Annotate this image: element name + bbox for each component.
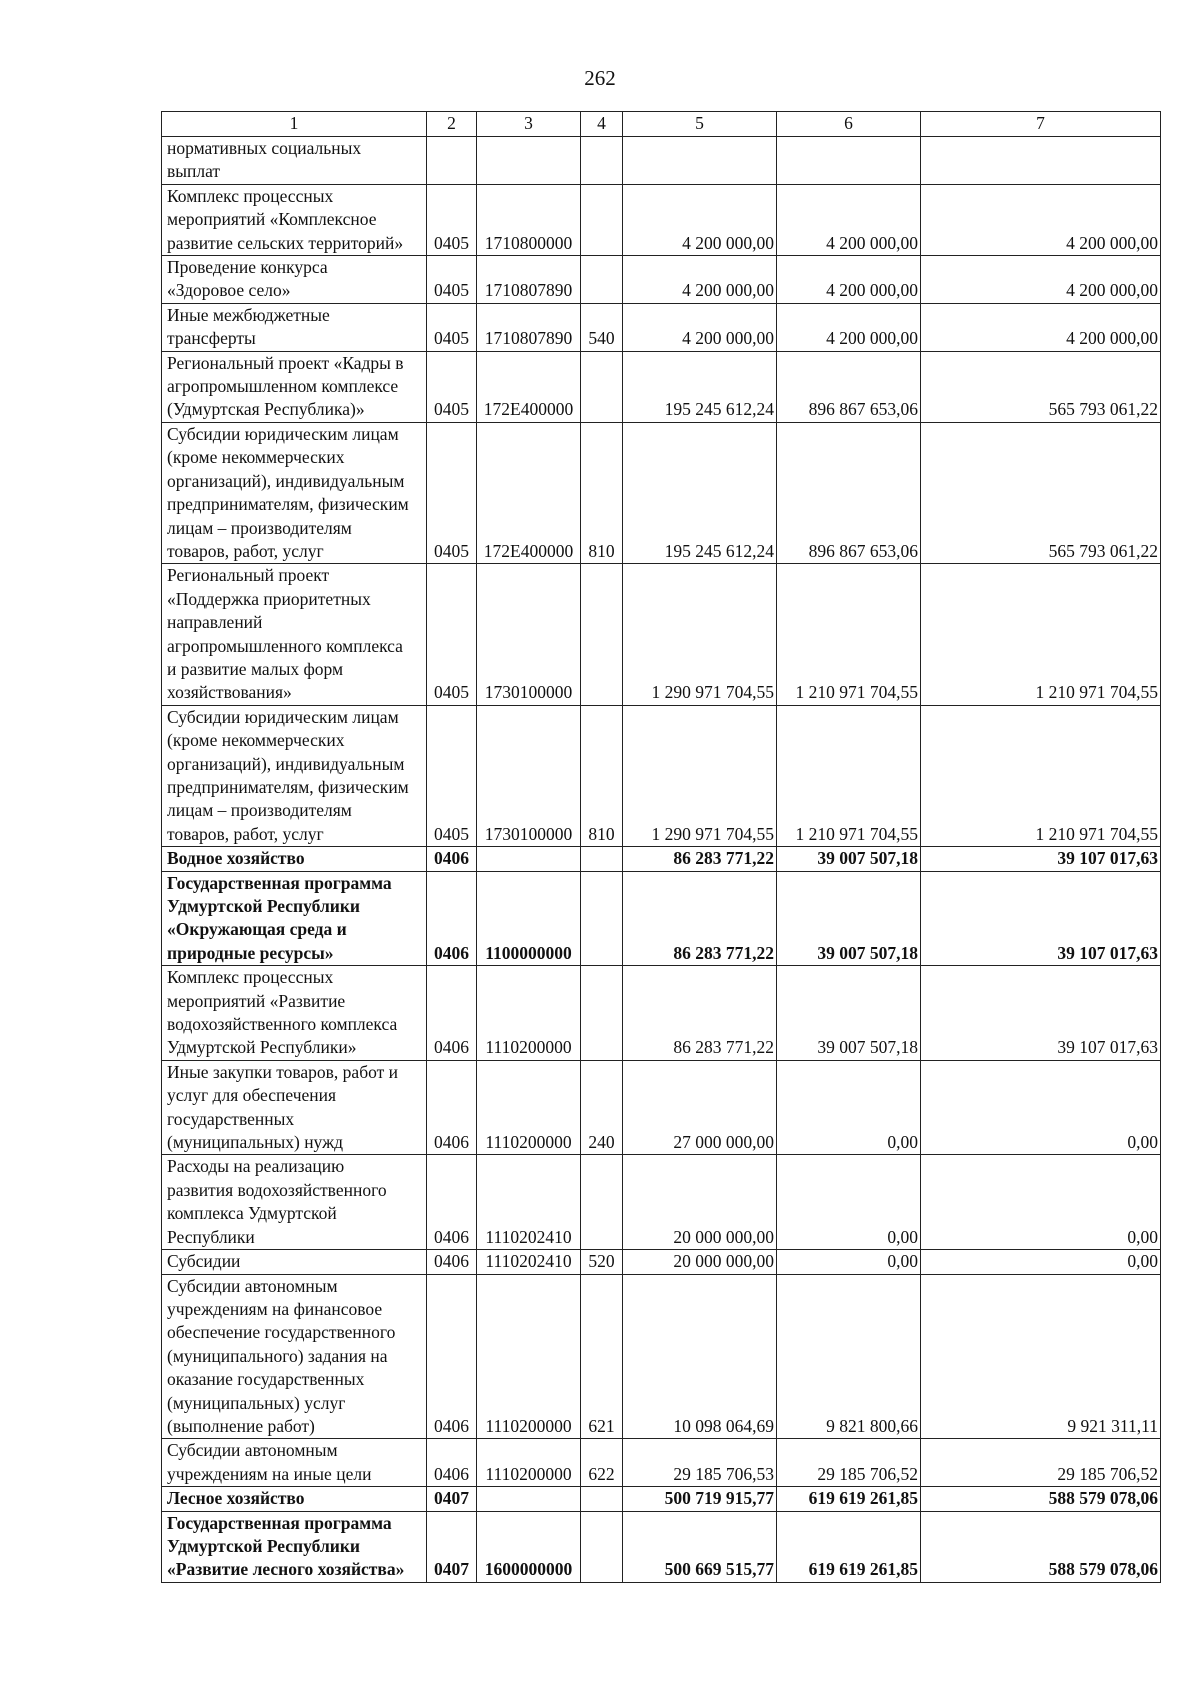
expense-type-code — [581, 137, 623, 185]
section-code: 0405 — [427, 564, 477, 705]
amount-col-7 — [921, 137, 1161, 185]
amount-col-6: 39 007 507,18 — [777, 847, 921, 871]
target-article-code: 1100000000 — [477, 871, 581, 966]
amount-col-7: 29 185 706,52 — [921, 1439, 1161, 1487]
amount-col-5: 4 200 000,00 — [623, 303, 777, 351]
table-row — [162, 1274, 1161, 1439]
amount-col-7: 4 200 000,00 — [921, 256, 1161, 304]
amount-col-5: 10 098 064,69 — [623, 1274, 777, 1439]
amount-col-6: 1 210 971 704,55 — [777, 564, 921, 705]
row-name: Водное хозяйство — [162, 847, 427, 871]
header-cell: 7 — [921, 112, 1161, 137]
amount-col-6: 619 619 261,85 — [777, 1487, 921, 1511]
amount-col-7: 0,00 — [921, 1155, 1161, 1250]
section-code: 0406 — [427, 966, 477, 1061]
amount-col-5: 195 245 612,24 — [623, 422, 777, 563]
amount-col-7: 39 107 017,63 — [921, 966, 1161, 1061]
amount-col-5: 86 283 771,22 — [623, 847, 777, 871]
target-article-code: 1110200000 — [477, 1274, 581, 1439]
amount-col-6: 0,00 — [777, 1060, 921, 1155]
table-row — [162, 847, 1161, 871]
amount-col-6: 39 007 507,18 — [777, 871, 921, 966]
header-cell: 1 — [162, 112, 427, 137]
expense-type-code — [581, 1487, 623, 1511]
amount-col-5 — [623, 137, 777, 185]
amount-col-7: 565 793 061,22 — [921, 422, 1161, 563]
section-code: 0407 — [427, 1511, 477, 1582]
header-cell: 4 — [581, 112, 623, 137]
amount-col-6: 896 867 653,06 — [777, 351, 921, 422]
table-row — [162, 303, 1161, 351]
header-row — [162, 112, 1161, 137]
amount-col-7: 588 579 078,06 — [921, 1487, 1161, 1511]
expense-type-code: 520 — [581, 1250, 623, 1274]
amount-col-5: 20 000 000,00 — [623, 1250, 777, 1274]
table-row — [162, 1155, 1161, 1250]
section-code: 0406 — [427, 1155, 477, 1250]
amount-col-6: 896 867 653,06 — [777, 422, 921, 563]
table-row — [162, 1439, 1161, 1487]
target-article-code: 1110200000 — [477, 1439, 581, 1487]
expense-type-code — [581, 847, 623, 871]
section-code: 0405 — [427, 184, 477, 255]
header-cell: 6 — [777, 112, 921, 137]
target-article-code — [477, 847, 581, 871]
amount-col-7: 565 793 061,22 — [921, 351, 1161, 422]
table-row — [162, 966, 1161, 1061]
row-name: Комплекс процессных мероприятий «Развитие водохозяйственного комплекса Удмуртской Республики» — [162, 966, 427, 1061]
row-name: Иные закупки товаров, работ и услуг для обеспечения государственных (муниципальных) нужд — [162, 1060, 427, 1155]
row-name: Проведение конкурса «Здоровое село» — [162, 256, 427, 304]
amount-col-7: 9 921 311,11 — [921, 1274, 1161, 1439]
section-code: 0406 — [427, 1439, 477, 1487]
table-row — [162, 1511, 1161, 1582]
section-code — [427, 137, 477, 185]
target-article-code: 1110202410 — [477, 1250, 581, 1274]
amount-col-7: 588 579 078,06 — [921, 1511, 1161, 1582]
table-row — [162, 137, 1161, 185]
target-article-code: 1730100000 — [477, 705, 581, 846]
target-article-code — [477, 1487, 581, 1511]
expense-type-code: 621 — [581, 1274, 623, 1439]
target-article-code: 1710807890 — [477, 256, 581, 304]
target-article-code: 1730100000 — [477, 564, 581, 705]
amount-col-6: 4 200 000,00 — [777, 184, 921, 255]
amount-col-5: 86 283 771,22 — [623, 966, 777, 1061]
amount-col-5: 86 283 771,22 — [623, 871, 777, 966]
row-name: Субсидии юридическим лицам (кроме некоммерческих организаций), индивидуальным предпринимателям, физическим лицам – производителям товаров, работ, услуг — [162, 422, 427, 563]
section-code: 0406 — [427, 1060, 477, 1155]
target-article-code — [477, 137, 581, 185]
section-code: 0405 — [427, 351, 477, 422]
row-name: Государственная программа Удмуртской Республики «Окружающая среда и природные ресурсы» — [162, 871, 427, 966]
table-row — [162, 564, 1161, 705]
amount-col-5: 4 200 000,00 — [623, 256, 777, 304]
amount-col-5: 20 000 000,00 — [623, 1155, 777, 1250]
expense-type-code — [581, 184, 623, 255]
amount-col-6: 1 210 971 704,55 — [777, 705, 921, 846]
row-name: Иные межбюджетные трансферты — [162, 303, 427, 351]
row-name: Субсидии юридическим лицам (кроме некоммерческих организаций), индивидуальным предпринимателям, физическим лицам – производителям товаров, работ, услуг — [162, 705, 427, 846]
amount-col-5: 4 200 000,00 — [623, 184, 777, 255]
amount-col-6: 4 200 000,00 — [777, 256, 921, 304]
table-row — [162, 184, 1161, 255]
target-article-code: 1710800000 — [477, 184, 581, 255]
budget-table — [161, 111, 1161, 1583]
target-article-code: 1110202410 — [477, 1155, 581, 1250]
target-article-code: 172E400000 — [477, 422, 581, 563]
page-number: 262 — [584, 66, 616, 90]
table-row — [162, 871, 1161, 966]
amount-col-7: 4 200 000,00 — [921, 184, 1161, 255]
expense-type-code: 240 — [581, 1060, 623, 1155]
amount-col-7: 0,00 — [921, 1250, 1161, 1274]
amount-col-5: 1 290 971 704,55 — [623, 564, 777, 705]
table-row — [162, 1487, 1161, 1511]
section-code: 0406 — [427, 1250, 477, 1274]
amount-col-5: 195 245 612,24 — [623, 351, 777, 422]
section-code: 0407 — [427, 1487, 477, 1511]
target-article-code: 1110200000 — [477, 966, 581, 1061]
section-code: 0406 — [427, 1274, 477, 1439]
amount-col-6: 619 619 261,85 — [777, 1511, 921, 1582]
row-name: Комплекс процессных мероприятий «Комплексное развитие сельских территорий» — [162, 184, 427, 255]
expense-type-code — [581, 966, 623, 1061]
section-code: 0405 — [427, 705, 477, 846]
header-cell: 2 — [427, 112, 477, 137]
row-name: Расходы на реализацию развития водохозяйственного комплекса Удмуртской Республики — [162, 1155, 427, 1250]
expense-type-code: 810 — [581, 422, 623, 563]
row-name: Лесное хозяйство — [162, 1487, 427, 1511]
header-cell: 5 — [623, 112, 777, 137]
expense-type-code — [581, 1155, 623, 1250]
expense-type-code — [581, 871, 623, 966]
expense-type-code — [581, 1511, 623, 1582]
expense-type-code — [581, 351, 623, 422]
section-code: 0406 — [427, 871, 477, 966]
row-name: Государственная программа Удмуртской Республики «Развитие лесного хозяйства» — [162, 1511, 427, 1582]
target-article-code: 172E400000 — [477, 351, 581, 422]
amount-col-5: 500 669 515,77 — [623, 1511, 777, 1582]
target-article-code: 1600000000 — [477, 1511, 581, 1582]
amount-col-6: 29 185 706,52 — [777, 1439, 921, 1487]
row-name: Региональный проект «Кадры в агропромышленном комплексе (Удмуртская Республика)» — [162, 351, 427, 422]
row-name: Субсидии — [162, 1250, 427, 1274]
amount-col-5: 1 290 971 704,55 — [623, 705, 777, 846]
expense-type-code: 622 — [581, 1439, 623, 1487]
table-row — [162, 256, 1161, 304]
amount-col-7: 1 210 971 704,55 — [921, 705, 1161, 846]
expense-type-code: 810 — [581, 705, 623, 846]
table-row — [162, 351, 1161, 422]
header-cell: 3 — [477, 112, 581, 137]
table-row — [162, 422, 1161, 563]
target-article-code: 1110200000 — [477, 1060, 581, 1155]
row-name: Региональный проект «Поддержка приоритетных направлений агропромышленного комплекса и развитие малых форм хозяйствования» — [162, 564, 427, 705]
amount-col-7: 39 107 017,63 — [921, 871, 1161, 966]
amount-col-7: 4 200 000,00 — [921, 303, 1161, 351]
amount-col-6: 39 007 507,18 — [777, 966, 921, 1061]
amount-col-5: 27 000 000,00 — [623, 1060, 777, 1155]
table-row — [162, 1060, 1161, 1155]
section-code: 0405 — [427, 422, 477, 563]
row-name: Субсидии автономным учреждениям на иные цели — [162, 1439, 427, 1487]
section-code: 0405 — [427, 303, 477, 351]
expense-type-code: 540 — [581, 303, 623, 351]
amount-col-6: 9 821 800,66 — [777, 1274, 921, 1439]
amount-col-6: 4 200 000,00 — [777, 303, 921, 351]
row-name: нормативных социальных выплат — [162, 137, 427, 185]
amount-col-7: 0,00 — [921, 1060, 1161, 1155]
expense-type-code — [581, 256, 623, 304]
amount-col-7: 1 210 971 704,55 — [921, 564, 1161, 705]
amount-col-5: 29 185 706,53 — [623, 1439, 777, 1487]
amount-col-6: 0,00 — [777, 1155, 921, 1250]
section-code: 0406 — [427, 847, 477, 871]
amount-col-5: 500 719 915,77 — [623, 1487, 777, 1511]
amount-col-7: 39 107 017,63 — [921, 847, 1161, 871]
section-code: 0405 — [427, 256, 477, 304]
amount-col-6 — [777, 137, 921, 185]
row-name: Субсидии автономным учреждениям на финансовое обеспечение государственного (муниципального) задания на оказание государственных (муниципальных) услуг (выполнение работ) — [162, 1274, 427, 1439]
table-row — [162, 705, 1161, 846]
table-row — [162, 1250, 1161, 1274]
expense-type-code — [581, 564, 623, 705]
target-article-code: 1710807890 — [477, 303, 581, 351]
amount-col-6: 0,00 — [777, 1250, 921, 1274]
